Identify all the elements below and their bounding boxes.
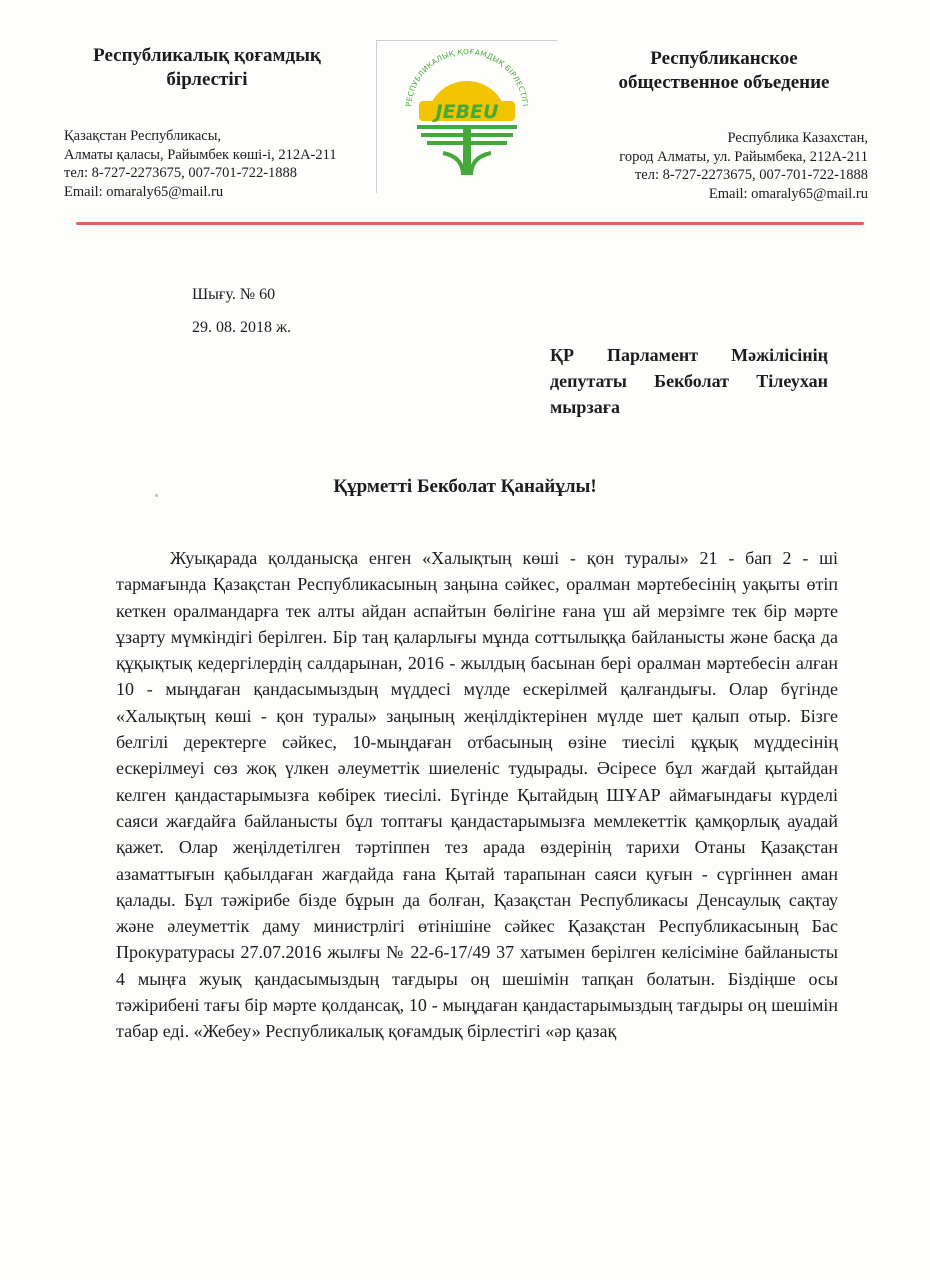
outgoing-date: 29. 08. 2018 ж. bbox=[192, 319, 292, 336]
address-line: город Алматы, ул. Райымбека, 212А-211 bbox=[619, 148, 868, 165]
header-divider bbox=[76, 222, 864, 225]
scan-speck bbox=[155, 494, 158, 497]
header-left-org bbox=[62, 44, 362, 92]
outgoing-number: Шығу. № 60 bbox=[192, 286, 276, 303]
logo-curve-right bbox=[471, 153, 491, 175]
logo-stem bbox=[463, 125, 471, 175]
logo-curve-left bbox=[443, 153, 463, 175]
address-block-russian bbox=[619, 129, 868, 203]
logo-ring-text: РЕСПУБЛИКАЛЫҚ ҚОҒАМДЫҚ БІРЛЕСТІГІ bbox=[404, 47, 530, 107]
salutation: Құрметті Бекболат Қанайұлы! bbox=[333, 476, 597, 497]
addressee-line: ҚР Парламент Мәжілісінің bbox=[550, 345, 828, 365]
org-name-kazakh: Республикалық қоғамдық бірлестігі bbox=[93, 45, 321, 90]
letter-body: Жуықарада қолданысқа енген «Халықтың көші - қон туралы» 21 - бап 2 - ші тармағында Қазақстан Республикасының заңына сәйкес, оралман мәртебесінің уақыты өтіп кеткен оралмандарға тек алты айдан аспайтын бөлігіне ғана үш ай мерзімге тек бір мәрте ұзарту мүмкіндігі берілген. Бір таң қаларлығы мұнда соттылыққа байланысты және басқа да құқықтық кедергілердің салдарынан, 2016 - жылдың басынан бері оралман мәртебесін алған 10 - мыңдаған қандасымыздың мүддесі мүлде ескерілмей қалғандығы. Олар бүгінде «Халықтың көші - қон туралы» заңының жеңілдіктерінен мүлде шет қалып отыр. Бізге белгілі деректерге сәйкес, 10-мыңдаған отбасының өзіне тиесілі құқық мүддесінің ескерілмеуі сөз жоқ үлкен әлеуметтік шиеленіс тудырады. Әсіресе бұл жағдай қытайдан келген қандастарымызға көбірек тиесілі. Бүгінде Қытайдың ШҰАР аймағындағы күрделі саяси жағдайға байланысты бұл топтағы қандастарымызға мемлекеттік қамқорлық ауадай қажет. Олар жеңілдетілген тәртіппен тез арада өздерінің тарихи Отаны Қазақстан азаматтығын қабылдаған жағдайда ғана Қытай тарапынан саяси қуғын - сүргіннен аман қалады. Бұл тәжірибе бізде бұрын да болған, Қазақстан Республикасы Денсаулық сақтау және әлеуметтік даму министрлігі өтінішіне сәйкес Қазақстан Республикасының Бас Прокуратурасы 27.07.2016 жылғы № 22-6-17/49 37 хатымен берілген келісіміне байланысты 4 мыңға жуық қандасымыздың тағдыры оң шешімін тапқан болатын. Біздіңше осы тәжірибені тағы бір мәрте қолдансақ, 10 - мыңдаған қандастарымыздың тағдыры оң шешімін табар еді. «Жебеу» Республикалық қоғамдық бірлестігі «әр қазақ bbox=[116, 548, 838, 1042]
addressee-line: мырзаға bbox=[550, 397, 620, 417]
org-name-russian: Республиканское общественное объедение bbox=[618, 48, 830, 93]
addressee-line: депутаты Бекболат Тілеухан bbox=[550, 371, 828, 391]
logo bbox=[376, 40, 557, 193]
jebeu-logo-icon bbox=[377, 41, 557, 193]
email-line: Email: omaraly65@mail.ru bbox=[64, 183, 224, 200]
logo-wordmark: JEBEU bbox=[435, 101, 499, 123]
addressee-block bbox=[550, 342, 828, 420]
header-right-org bbox=[590, 47, 860, 95]
address-line: тел: 8-727-2273675, 007-701-722-1888 bbox=[64, 165, 298, 181]
address-line: Республика Казахстан, bbox=[727, 130, 868, 146]
address-line: тел: 8-727-2273675, 007-701-722-1888 bbox=[634, 167, 868, 183]
email-line: Email: omaraly65@mail.ru bbox=[708, 185, 868, 202]
address-line: Қазақстан Республикасы, bbox=[64, 128, 222, 144]
address-block-kazakh bbox=[64, 127, 337, 201]
address-line: Алматы қаласы, Райымбек көші-і, 212А-211 bbox=[64, 146, 337, 163]
